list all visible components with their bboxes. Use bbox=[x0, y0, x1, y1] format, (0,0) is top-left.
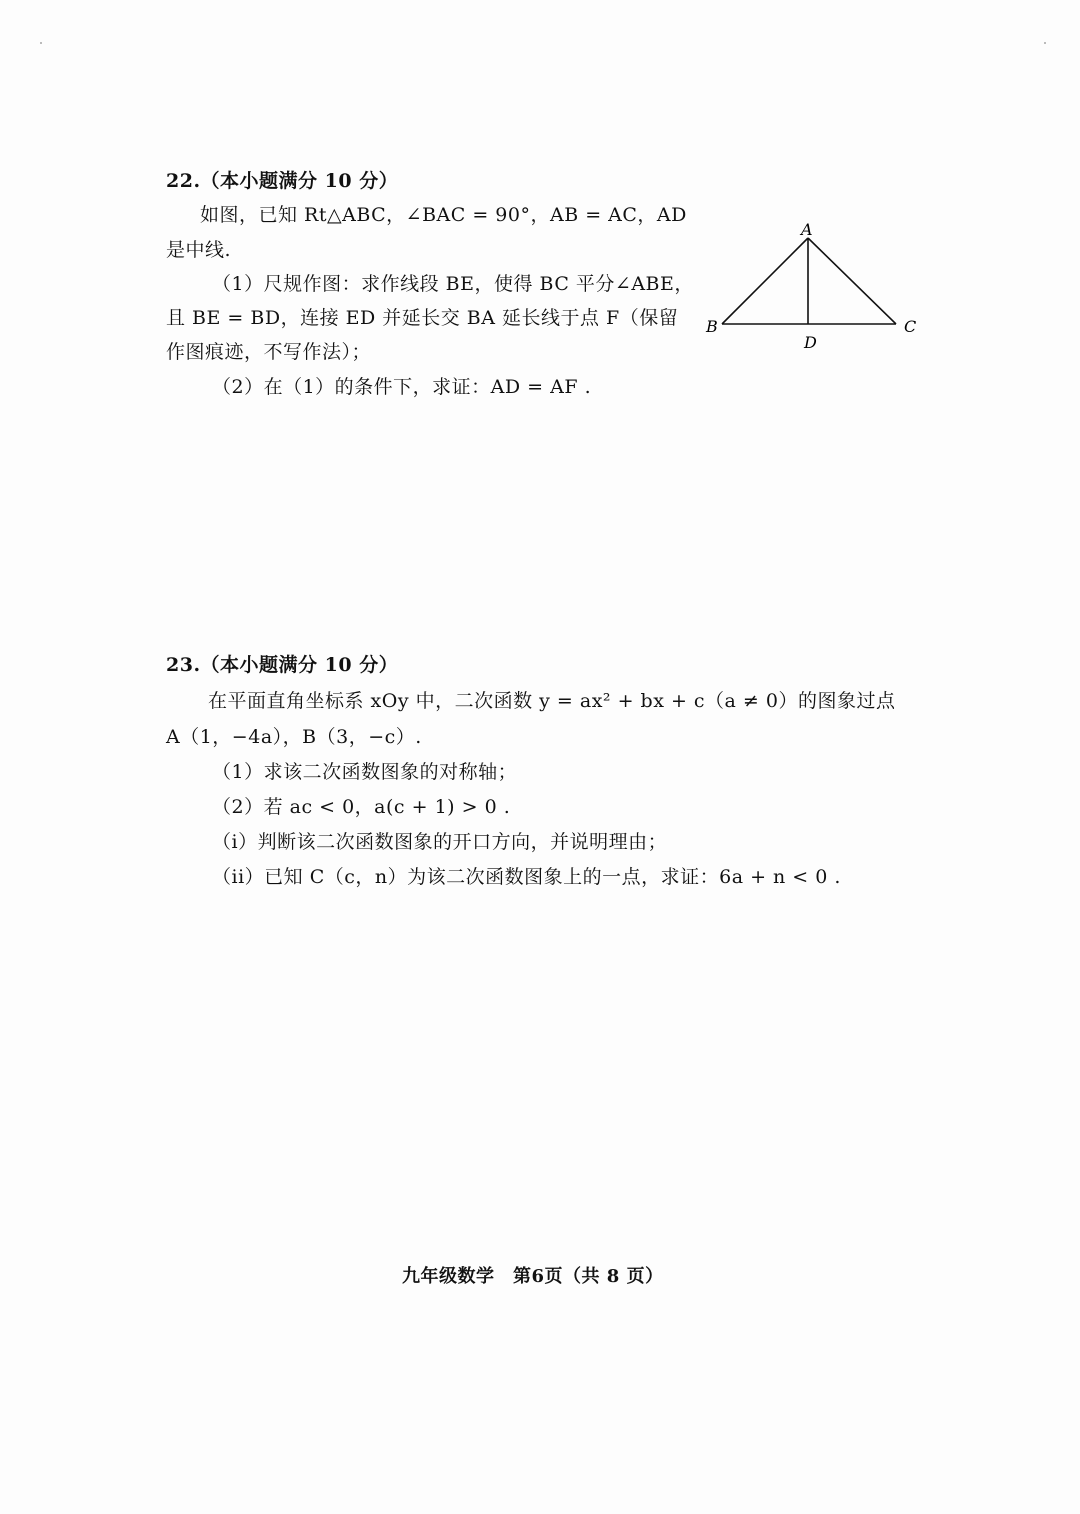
segment-ac bbox=[808, 238, 896, 324]
scan-speck bbox=[1044, 42, 1046, 44]
q23-part1: （1）求该二次函数图象的对称轴； bbox=[212, 761, 518, 783]
page-footer: 九年级数学 第6页（共 8 页） bbox=[402, 1266, 664, 1287]
vertex-label-b: B bbox=[706, 317, 718, 336]
q23-header: 23.（本小题满分 10 分） bbox=[166, 654, 399, 676]
q22-part1-line-1: （1）尺规作图：求作线段 BE，使得 BC 平分∠ABE， bbox=[212, 273, 694, 295]
q23-part2: （2）若 ac < 0，a(c + 1) > 0 . bbox=[212, 796, 511, 818]
q23-part2-i: （i）判断该二次函数图象的开口方向，并说明理由； bbox=[212, 831, 668, 853]
triangle-figure bbox=[700, 218, 930, 358]
q22-part2: （2）在（1）的条件下，求证：AD = AF . bbox=[212, 376, 592, 398]
q22-part1-line-2: 且 BE = BD，连接 ED 并延长交 BA 延长线于点 F（保留 bbox=[166, 307, 679, 329]
q23-part2-ii: （ii）已知 C（c，n）为该二次函数图象上的一点，求证：6a + n < 0 . bbox=[212, 866, 841, 888]
vertex-label-c: C bbox=[904, 317, 917, 336]
q23-stem-line-2: A（1，−4a），B（3，−c）. bbox=[166, 726, 422, 748]
q22-part1-line-3: 作图痕迹，不写作法）； bbox=[166, 341, 372, 363]
q22-header: 22.（本小题满分 10 分） bbox=[166, 170, 399, 192]
point-label-d: D bbox=[804, 333, 817, 352]
q23-stem-line-1: 在平面直角坐标系 xOy 中，二次函数 y = ax² + bx + c（a ≠ 0）的图象过点 bbox=[208, 690, 896, 712]
vertex-label-a: A bbox=[801, 220, 813, 239]
q22-stem-line-1: 如图，已知 Rt△ABC，∠BAC = 90°，AB = AC，AD bbox=[200, 204, 687, 226]
q22-stem-line-2: 是中线. bbox=[166, 239, 232, 261]
segment-ab bbox=[722, 238, 808, 324]
scan-speck bbox=[40, 42, 42, 44]
